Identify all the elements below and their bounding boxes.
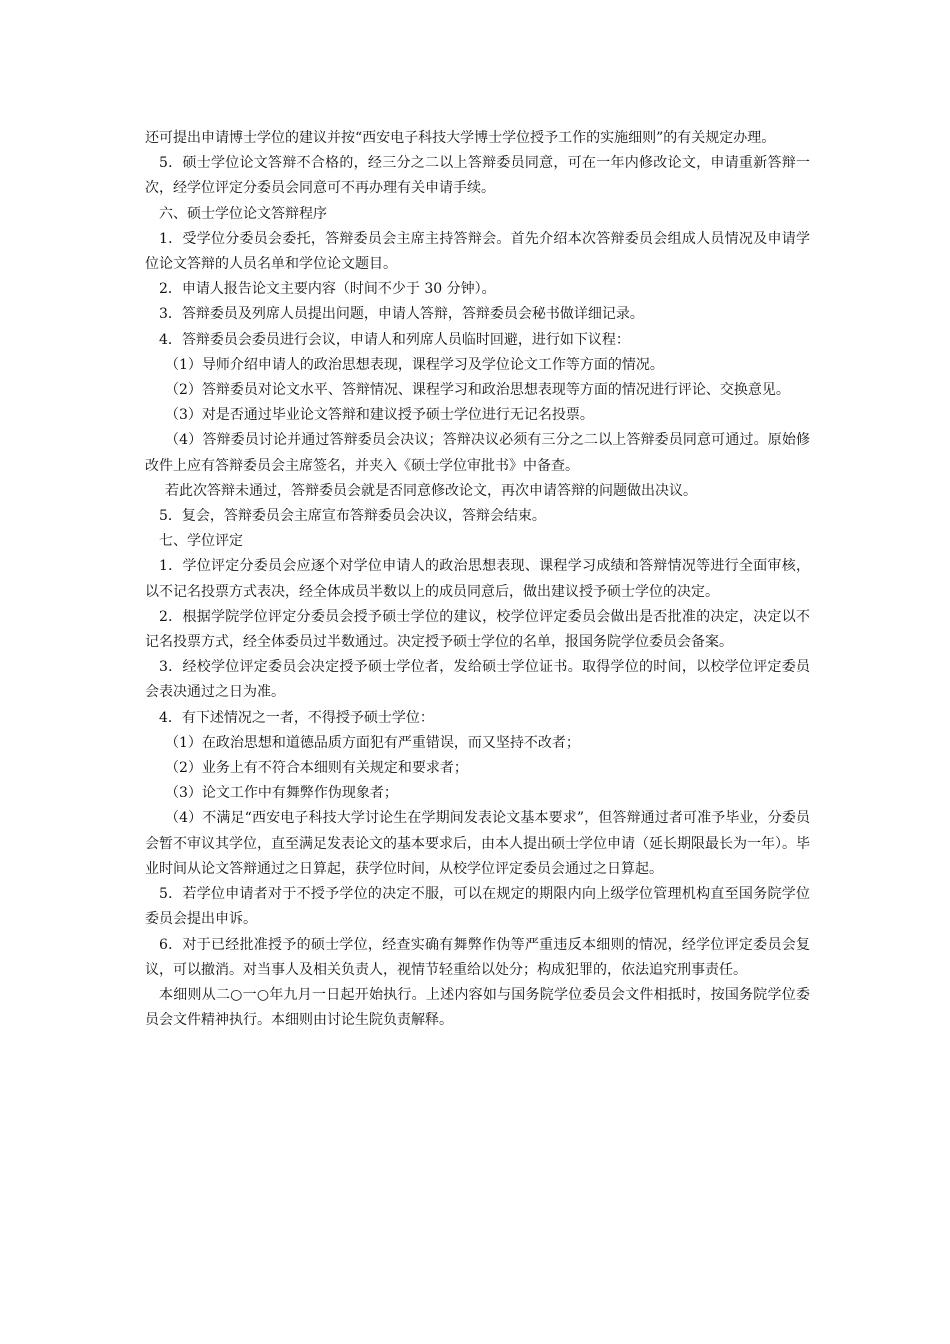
paragraph-item-5c: 5．若学位申请者对于不授予学位的决定不服，可以在规定的期限内向上级学位管理机构直至国务院学位委员会提出申诉。 (145, 886, 810, 928)
paragraph-item-2b: 2．根据学院学位评定分委员会授予硕士学位的建议，校学位评定委员会做出是否批准的决定，决定以不记名投票方式，经全体委员过半数通过。决定授予硕士学位的名单，报国务院学位委员会备案。 (145, 608, 810, 651)
paragraph-subitem-4: （4）答辩委员讨论并通过答辩委员会决议；答辩决议必须有三分之二以上答辩委员同意可通过。原始修改件上应有答辩委员会主席签名，并夹入《硕士学位审批书》中备查。 (145, 432, 810, 474)
paragraph-subitem-2: （2）答辩委员对论文水平、答辩情况、课程学习和政治思想表现等方面的情况进行评论、交换意见。 (165, 382, 790, 399)
paragraph-item-5b: 5．复会，答辩委员会主席宣布答辩委员会决议，答辩会结束。 (159, 508, 546, 525)
paragraph-item-6: 6．对于已经批准授予的硕士学位，经查实确有舞弊作伪等严重违反本细则的情况，经学位评定委员会复议，可以撤消。对当事人及相关负责人，视情节轻重给以处分；构成犯罪的，依法追究刑事责任。 (145, 936, 810, 978)
paragraph-closing: 本细则从二○一○年九月一日起开始执行。上述内容如与国务院学位委员会文件相抵时，按国务院学位委员会文件精神执行。本细则由讨论生院负责解释。 (145, 986, 810, 1029)
paragraph-subitem-4b: （4）不满足“西安电子科技大学讨论生在学期间发表论文基本要求”，但答辩通过者可准予毕业，分委员会暂不审议其学位，直至满足发表论文的基本要求后，由本人提出硕士学位申请（延长期限最长为一年）。毕业时间从论文答辩通过之日算起，获学位时间，从校学位评定委员会通过之日算起。 (145, 810, 810, 877)
paragraph-item-1b: 1．学位评定分委员会应逐个对学位申请人的政治思想表现、课程学习成绩和答辩情况等进行全面审核，以不记名投票方式表决，经全体成员半数以上的成员同意后，做出建议授予硕士学位的决定。 (145, 558, 810, 600)
paragraph-subitem-3: （3）对是否通过毕业论文答辩和建议授予硕士学位进行无记名投票。 (165, 407, 594, 424)
paragraph-item-3b: 3．经校学位评定委员会决定授予硕士学位者，发给硕士学位证书。取得学位的时间，以校学位评定委员会表决通过之日为准。 (145, 659, 810, 701)
section-heading-7: 七、学位评定 (159, 533, 243, 550)
paragraph-continuation: 还可提出申请博士学位的建议并按“西安电子科技大学博士学位授予工作的实施细则”的有关规定办理。 (145, 130, 776, 146)
document-page (145, 126, 810, 1033)
paragraph-subitem-2b: （2）业务上有不符合本细则有关规定和要求者； (165, 760, 468, 777)
section-heading-6: 六、硕士学位论文答辩程序 (159, 205, 327, 222)
paragraph-subitem-1b: （1）在政治思想和道德品质方面犯有严重错误，而又坚持不改者； (165, 734, 580, 751)
paragraph-item-4b: 4．有下述情况之一者，不得授予硕士学位： (159, 709, 434, 726)
paragraph-item-4: 4．答辩委员会委员进行会议，申请人和列席人员临时回避，进行如下议程： (159, 331, 630, 348)
paragraph-note: 若此次答辩未通过，答辩委员会就是否同意修改论文，再次申请答辩的问题做出决议。 (165, 482, 697, 499)
paragraph-item-3: 3．答辩委员及列席人员提出问题，申请人答辩，答辩委员会秘书做详细记录。 (159, 306, 644, 323)
paragraph-subitem-3b: （3）论文工作中有舞弊作伪现象者； (165, 785, 398, 802)
paragraph-item-2: 2．申请人报告论文主要内容（时间不少于 30 分钟）。 (159, 281, 496, 298)
paragraph-item-5: 5．硕士学位论文答辩不合格的，经三分之二以上答辩委员同意，可在一年内修改论文，申请重新答辩一次，经学位评定分委员会同意可不再办理有关申请手续。 (145, 155, 810, 197)
paragraph-subitem-1: （1）导师介绍申请人的政治思想表现，课程学习及学位论文工作等方面的情况。 (165, 356, 664, 373)
paragraph-item-1: 1．受学位分委员会委托，答辩委员会主席主持答辩会。首先介绍本次答辩委员会组成人员情况及申请学位论文答辩的人员名单和学位论文题目。 (145, 230, 810, 273)
